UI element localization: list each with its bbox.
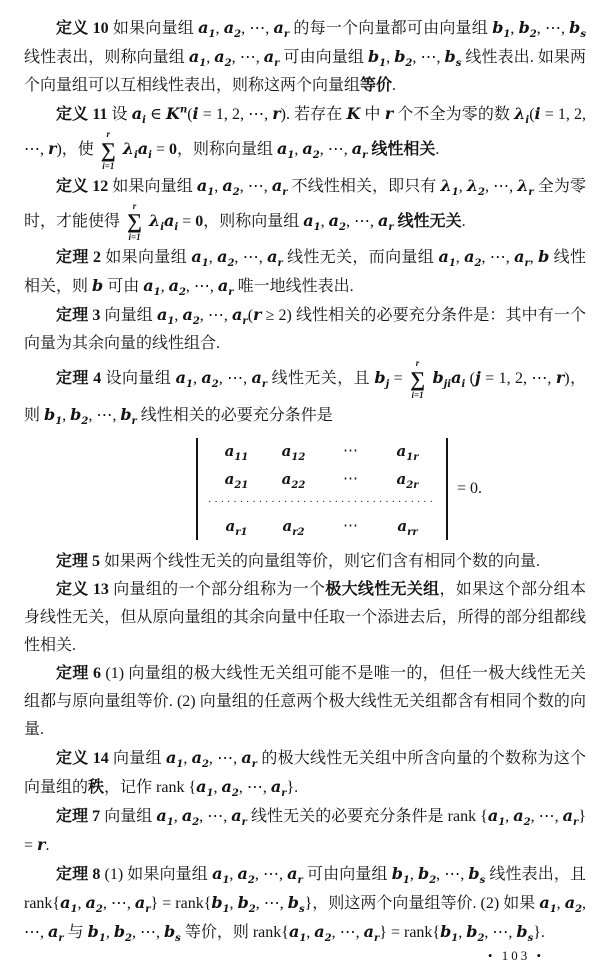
math-expression: $a_1$ — [196, 776, 214, 799]
paragraph-definition-12: 定义 12 如果向量组 $a_1$, $a_2$, ⋯, $a_r$ 不线性相关，即只有 $\lambda_1$, $\lambda_2$, ⋯, $\lambda_r$ 全为零时，才能使得 r ∑ i=1 $\lambda_ia_i = 0$，则称向量组 $a_1$, $a_2$, ⋯, $a_r$ 线性无关. — [24, 175, 586, 243]
math-expression: $b_1$ — [211, 892, 230, 915]
matrix-entry: ⋯ — [343, 442, 358, 459]
math-expression: $b_1$ — [440, 921, 459, 944]
math-expression: $a_2$ — [564, 892, 583, 915]
math-expression: $a_2$ — [221, 776, 239, 799]
math-expression: $a_1$ — [288, 921, 307, 944]
math-expression: $a_1$ — [156, 805, 174, 828]
math-expression: r — [384, 104, 394, 123]
math-expression: $b_s$ — [163, 921, 181, 944]
math-expression: $a_1$ — [191, 247, 209, 270]
math-expression: $b_s$ — [287, 892, 305, 915]
math-expression: $a_1$ — [303, 210, 321, 233]
math-expression: $a_2$ — [85, 892, 103, 915]
matrix-entry — [265, 442, 322, 461]
math-expression: r — [555, 368, 565, 388]
matrix-entry: ⋯ — [343, 470, 358, 487]
matrix-entry: ⋯ — [343, 517, 358, 534]
math-expression: K — [346, 104, 361, 123]
math-expression: $b_s$ — [516, 921, 534, 944]
matrix-entry — [265, 517, 322, 536]
math-expression: $a_2$ — [223, 18, 242, 41]
matrix-entry — [379, 517, 436, 536]
math-expression: $a_1$ — [487, 805, 506, 828]
math-expression: $b_2$ — [418, 863, 437, 886]
math-expression: $a_2$ — [191, 747, 209, 770]
math-expression: $a_2$ — [513, 805, 531, 828]
math-expression: $a_r$ — [263, 47, 280, 70]
math-expression: $a_1$ — [165, 747, 184, 770]
paragraph-theorem-3: 定理 3 向量组 $a_1$, $a_2$, ⋯, $a_r(r \ge 2)$ 线性相关的必要充分条件是：其中有一个向量为其余向量的线性组合. — [24, 305, 586, 353]
math-expression: $a_r$ — [232, 305, 248, 328]
math-expression: $a_r$ — [271, 175, 288, 198]
math-expression: $b_s$ — [569, 18, 586, 41]
determinant-matrix — [196, 438, 448, 540]
math-expression: $b_1$ — [492, 18, 511, 41]
math-expression: $a_1$ — [156, 305, 175, 328]
paragraph-theorem-4: 定理 4 设向量组 $a_1$, $a_2$, ⋯, $a_r$ 线性无关，且 $b_j$ = r ∑ i=1 $b_{ji}a_i$ (j = 1, 2, ⋯, r)，则 $b_1$, $b_2$, ⋯, $b_r$ 线性相关的必要充分条件是 — [24, 358, 586, 427]
math-expression: $a_1$ — [143, 276, 161, 299]
math-expression: $a_r$ — [270, 776, 287, 799]
math-expression: $b_1$ — [87, 921, 106, 944]
math-expression: $a_r$ — [48, 921, 64, 944]
math-expression: r — [253, 305, 262, 325]
math-expression: $a_r$ — [267, 247, 283, 270]
math-expression: $a_r$ — [217, 276, 234, 299]
math-expression: $a_1$ — [60, 892, 78, 915]
math-expression: $b_j$ — [374, 368, 390, 391]
math-expression: $a_2$ — [214, 47, 232, 70]
math-expression: $b_s$ — [444, 47, 462, 70]
math-expression: r — [48, 138, 57, 158]
math-expression: $a_r$ — [231, 805, 247, 828]
math-expression: $a_{21}$ — [224, 469, 249, 491]
math-expression: $a_2$ — [201, 368, 219, 391]
math-expression: $a_2$ — [222, 175, 240, 198]
math-expression: $b_{ji}a_i$ — [432, 368, 466, 391]
math-expression: $a_i$ — [131, 104, 146, 127]
math-expression: $a_2$ — [182, 305, 200, 328]
math-expression: $a_r$ — [514, 247, 530, 270]
math-expression: $b_1$ — [44, 404, 63, 427]
math-expression: $a_{2r}$ — [396, 469, 419, 491]
math-expression: r — [37, 834, 46, 854]
math-expression: $a_r$ — [377, 210, 394, 233]
paragraph-definition-11: 定义 11 设 $a_i$ ∈ $K^n(i = 1$, 2, ⋯, r). 若存在 K 中 r 个不全为零的数 $\lambda_i(i = 1$, 2, ⋯, r)，使 r ∑ i=1 $\lambda_ia_i = 0$，则称向量组 $a_1$, $a_2$, ⋯, $a_r$ 线性相关. — [24, 104, 586, 171]
math-expression: $a_{rr}$ — [397, 516, 418, 538]
determinant-block — [196, 438, 586, 540]
math-expression: $b_2$ — [394, 47, 413, 70]
math-expression: $a_{12}$ — [281, 441, 306, 463]
math-expression: $a_2$ — [181, 805, 200, 828]
math-expression: $a_{r1}$ — [225, 516, 248, 538]
math-expression: j — [474, 368, 481, 388]
math-expression: $b_s$ — [468, 863, 486, 886]
math-expression: $a_1$ — [438, 247, 456, 270]
math-expression: $a_r$ — [134, 892, 151, 915]
math-expression: $\lambda_1$ — [440, 175, 459, 198]
math-expression: $a_2$ — [314, 921, 332, 944]
math-expression: $b_1$ — [367, 47, 387, 70]
math-expression: $a_{11}$ — [224, 441, 249, 463]
math-expression: r — [272, 104, 281, 123]
ellipsis-row: ···································· — [208, 497, 436, 508]
math-expression: b — [538, 247, 550, 267]
math-expression: $a_r$ — [363, 921, 380, 944]
math-expression: $a_r$ — [351, 138, 368, 162]
math-expression: $\lambda_ia_i$ — [122, 138, 152, 162]
paragraph-theorem-6: 定理 6 (1) 向量组的极大线性无关组可能不是唯一的，但任一极大线性无关组都与原向量组等价. (2) 向量组的任意两个极大线性无关组都含有相同个数的向量. — [24, 664, 586, 738]
math-expression: i — [534, 104, 541, 123]
math-expression: $K^n$ — [166, 104, 188, 123]
math-expression: $\lambda_ia_i$ — [149, 210, 179, 233]
math-expression: i — [192, 104, 199, 123]
math-expression: $a_r$ — [241, 747, 258, 770]
math-expression: b — [92, 276, 104, 296]
summation-symbol: r ∑ i=1 — [100, 129, 116, 171]
math-expression: $a_r$ — [562, 805, 579, 828]
math-expression: $a_1$ — [196, 175, 215, 198]
math-expression: $b_2$ — [237, 892, 256, 915]
math-expression: $b_2$ — [466, 921, 485, 944]
paragraph-definition-10: 定义 10 如果向量组 $a_1$, $a_2$, ⋯, $a_r$ 的每一个向量都可由向量组 $b_1$, $b_2$, ⋯, $b_s$ 线性表出，则称向量组 $a_1$, $a_2$, ⋯, $a_r$ 可由向量组 $b_1$, $b_2$, ⋯, $b_s$ 线性表出. 如果两个向量组可以互相线性表出，则称这两个向量组等价. — [24, 18, 586, 94]
math-expression: $a_{1r}$ — [396, 441, 419, 463]
math-expression: $a_r$ — [287, 863, 303, 886]
matrix-entry — [208, 517, 265, 536]
math-expression: $a_r$ — [251, 368, 268, 391]
math-expression: $b_2$ — [70, 404, 89, 427]
matrix-entry — [379, 442, 436, 461]
matrix-entry — [208, 470, 265, 489]
paragraph-theorem-5: 定理 5 如果两个线性无关的向量组等价，则它们含有相同个数的向量. — [56, 552, 541, 570]
matrix-entry — [379, 470, 436, 489]
matrix-entry — [208, 442, 265, 461]
paragraph-theorem-7: 定理 7 向量组 $a_1$, $a_2$, ⋯, $a_r$ 线性无关的必要充分条件是 rank {$a_1$, $a_2$, ⋯, $a_r\} = r$. — [24, 805, 587, 854]
math-expression: $b_2$ — [518, 18, 537, 41]
math-expression: $\lambda_r$ — [517, 175, 534, 198]
math-expression: $a_1$ — [198, 18, 216, 41]
math-expression: $a_1$ — [188, 47, 207, 70]
determinant-result: = 0. — [457, 479, 483, 497]
math-expression: $a_2$ — [328, 210, 346, 233]
math-expression: $a_1$ — [277, 138, 295, 162]
math-expression: $a_{r2}$ — [282, 516, 305, 538]
summation-symbol: r ∑ i=1 — [410, 358, 426, 400]
math-expression: $a_r$ — [273, 18, 290, 41]
page-number: • 103 • — [487, 948, 544, 963]
matrix-entry — [265, 470, 322, 489]
math-expression: $a_2$ — [302, 138, 320, 162]
math-expression: $\lambda_2$ — [466, 175, 486, 198]
math-expression: $a_1$ — [539, 892, 557, 915]
paragraph-definition-14: 定义 14 向量组 $a_1$, $a_2$, ⋯, $a_r$ 的极大线性无关组中所含向量的个数称为这个向量组的秩，记作 rank {$a_1$, $a_2$, ⋯, $a_r$}. — [24, 747, 586, 799]
summation-symbol: r ∑ i=1 — [127, 200, 142, 243]
math-expression: $a_1$ — [175, 368, 193, 391]
math-expression: $a_1$ — [212, 863, 230, 886]
paragraph-theorem-2: 定理 2 如果向量组 $a_1$, $a_2$, ⋯, $a_r$ 线性无关，而向量组 $a_1$, $a_2$, ⋯, $a_r$, b 线性相关，则 b 可由 $a_1$, $a_2$, ⋯, $a_r$ 唯一地线性表出. — [24, 247, 586, 299]
math-expression: $b_2$ — [113, 921, 132, 944]
paragraph-definition-13: 定义 13 向量组的一个部分组称为一个极大线性无关组，如果这个部分组本身线性无关，但从原向量组的其余向量中任取一个添进去后，所得的部分组都线性相关. — [24, 580, 586, 654]
math-expression: $a_2$ — [464, 247, 482, 270]
math-expression: $a_2$ — [168, 276, 186, 299]
math-expression: $a_2$ — [237, 863, 255, 886]
math-expression: $b_r$ — [120, 404, 137, 427]
math-expression: $b_1$ — [391, 863, 410, 886]
paragraph-theorem-8: 定理 8 (1) 如果向量组 $a_1$, $a_2$, ⋯, $a_r$ 可由向量组 $b_1$, $b_2$, ⋯, $b_s$ 线性表出，且 $rank\{a_1$, $a_2$, ⋯, $a_r$} = $rank\{b_1$, $b_2$, ⋯, $b_s$}，则这两个向量组等价. (2) 如果 $a_1$, $a_2$, ⋯, $a_r$ 与 $b_1$, $b_2$, ⋯, $b_s$ 等价，则 $rank\{a_1$, $a_2$, ⋯, $a_r$} = $rank\{b_1$, $b_2$, ⋯, $b_s$}. — [24, 863, 587, 944]
math-expression: $a_{22}$ — [281, 469, 306, 491]
math-expression: $a_2$ — [217, 247, 235, 270]
math-expression: $\lambda_i$ — [514, 104, 530, 127]
